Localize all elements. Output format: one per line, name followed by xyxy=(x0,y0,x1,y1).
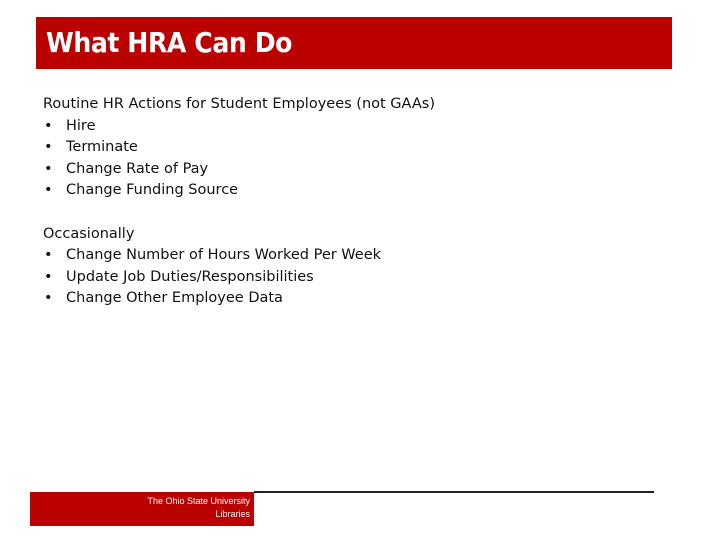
bullet-icon: • xyxy=(44,117,53,134)
list-item: • Hire xyxy=(43,116,683,138)
bullet-icon: • xyxy=(44,160,53,177)
title-bar xyxy=(36,17,672,69)
bullet-list xyxy=(43,116,683,202)
footer-line-university: The Ohio State University xyxy=(147,496,250,506)
slide-content xyxy=(43,94,683,332)
bullet-list xyxy=(43,245,683,310)
section-heading: Occasionally xyxy=(43,225,135,242)
section-occasionally xyxy=(43,224,683,310)
slide-title: What HRA Can Do xyxy=(46,26,293,59)
bullet-icon: • xyxy=(44,268,53,285)
list-item: • Change Rate of Pay xyxy=(43,159,683,181)
footer-institution xyxy=(147,495,250,521)
list-item: • Change Funding Source xyxy=(43,180,683,202)
list-item: • Change Other Employee Data xyxy=(43,288,683,310)
section-heading: Routine HR Actions for Student Employees (not GAAs) xyxy=(43,96,435,112)
bullet-icon: • xyxy=(44,182,53,199)
footer-divider xyxy=(254,491,654,493)
list-item: • Update Job Duties/Responsibilities xyxy=(43,267,683,289)
footer-logo-block xyxy=(30,492,254,526)
list-item: • Change Number of Hours Worked Per Week xyxy=(43,245,683,267)
bullet-icon: • xyxy=(44,247,53,264)
footer-line-libraries: Libraries xyxy=(215,509,250,519)
section-routine xyxy=(43,94,683,202)
list-item: • Terminate xyxy=(43,137,683,159)
bullet-icon: • xyxy=(44,139,53,156)
bullet-icon: • xyxy=(44,290,53,307)
